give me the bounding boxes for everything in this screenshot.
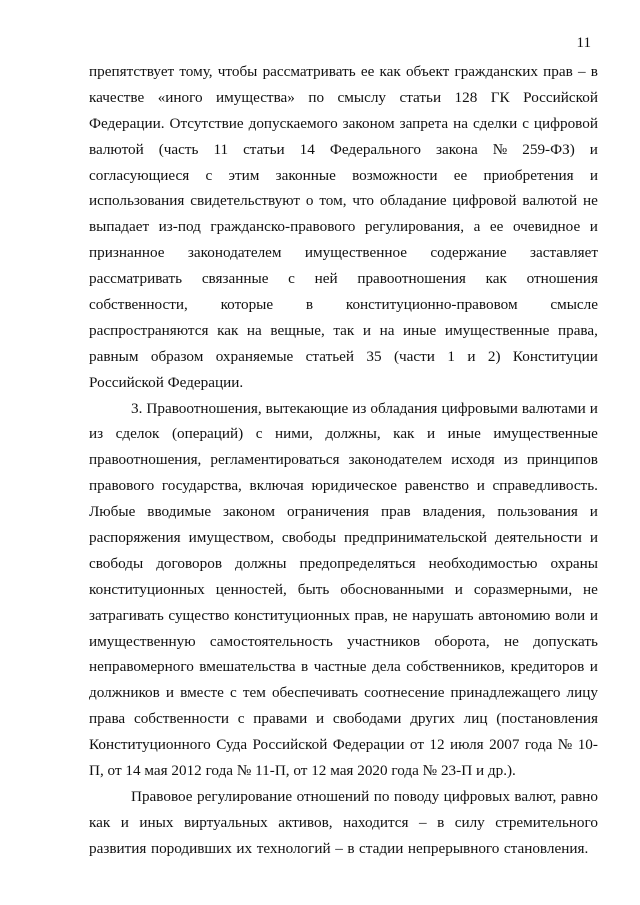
word: вытекающие: [265, 399, 349, 417]
text-line: [89, 810, 598, 836]
word: июля: [449, 736, 484, 754]
word: признанное: [89, 244, 165, 262]
word: так: [333, 321, 355, 339]
word: 12: [429, 736, 445, 754]
word: имущества»: [216, 88, 295, 106]
word: и: [589, 503, 598, 521]
word: регламентироваться: [210, 451, 340, 469]
word: развития: [89, 839, 147, 857]
text-line: [89, 163, 598, 189]
word: и: [454, 580, 463, 598]
word: согласующиеся: [89, 166, 190, 184]
word: равенство: [404, 477, 470, 495]
word: и: [589, 166, 598, 184]
word: с: [230, 684, 237, 702]
word: стремительного: [495, 813, 598, 831]
word: цифровых: [443, 787, 510, 805]
text-line: [89, 137, 598, 163]
word: стадии: [359, 839, 404, 857]
word: должны,: [325, 425, 381, 443]
word: и: [120, 813, 129, 831]
word: Отсутствие: [169, 114, 244, 132]
word: Федерального: [329, 140, 421, 158]
word: на: [379, 321, 395, 339]
word: вводимые: [147, 503, 212, 521]
word: правами: [253, 710, 308, 728]
word: имущественную: [89, 632, 196, 650]
word: гражданско-правового: [210, 218, 356, 236]
word: от: [409, 736, 424, 754]
text-line: [89, 758, 598, 784]
text-line: [89, 370, 598, 396]
word: рассматривать: [262, 63, 356, 80]
word: охраны: [550, 554, 598, 572]
text-line: [89, 292, 598, 318]
word: свободами: [332, 710, 402, 728]
word: затрагивать: [89, 606, 164, 624]
word: 10-: [577, 736, 598, 754]
word: ее: [489, 218, 504, 236]
word: имуществом,: [188, 529, 274, 547]
word: с: [288, 270, 295, 288]
word: с: [205, 166, 213, 184]
word: а: [473, 218, 481, 236]
word: конституционных: [89, 580, 205, 598]
word: рассматривать: [89, 270, 183, 288]
word: собственников,: [406, 658, 506, 676]
word: тем: [242, 684, 266, 702]
word: закона: [435, 140, 478, 158]
text-line: [89, 654, 598, 680]
word: предпринимательской: [344, 529, 487, 547]
text-line: [89, 85, 598, 111]
word: силу: [454, 813, 485, 831]
text-line: [89, 784, 598, 810]
word: №: [492, 140, 508, 158]
word: в: [301, 658, 309, 676]
word: (части: [393, 347, 435, 365]
word: вещные,: [270, 321, 325, 339]
text-line: [89, 396, 598, 422]
word: активов,: [278, 813, 333, 831]
word: гражданских: [454, 63, 538, 80]
word: обладания: [370, 399, 438, 417]
word: имущественные: [444, 321, 550, 339]
word: конституционно-правовом: [345, 296, 518, 314]
word: исходя: [451, 451, 495, 469]
word: как: [379, 63, 401, 80]
paragraph: [89, 784, 598, 862]
word: 3.: [131, 399, 143, 417]
word: смысле: [550, 296, 598, 314]
word: не: [503, 632, 519, 650]
word: пользования: [497, 503, 578, 521]
word: породивших: [150, 839, 232, 857]
word: лиц: [463, 710, 488, 728]
word: статьи: [399, 88, 442, 106]
word: по: [308, 88, 325, 106]
word: юридическое: [311, 477, 398, 495]
word: правоотношения,: [89, 451, 202, 469]
word: препятствует: [89, 63, 175, 80]
word: Российской: [523, 88, 598, 106]
word: имущественные: [493, 425, 598, 443]
word: по: [373, 787, 390, 805]
word: кредиторов: [510, 658, 585, 676]
word: Российской Федерации.: [89, 373, 244, 391]
word: (часть: [158, 140, 199, 158]
word: нарушать: [412, 606, 474, 624]
text-line: [89, 629, 598, 655]
word: 14: [299, 140, 315, 158]
word: «иного: [157, 88, 203, 106]
word: законные: [275, 166, 336, 184]
word: регулирования,: [364, 218, 465, 236]
word: –: [335, 839, 343, 857]
word: этим: [228, 166, 260, 184]
text-line: [89, 240, 598, 266]
word: Правоотношения,: [146, 399, 262, 417]
word: прав,: [354, 606, 388, 624]
word: как: [393, 425, 415, 443]
word: вмешательства: [199, 658, 296, 676]
word: и: [165, 684, 175, 702]
word: непрерывного: [407, 839, 500, 857]
word: отношения: [526, 270, 598, 288]
word: ними,: [275, 425, 313, 443]
word: не: [583, 192, 598, 210]
word: предопределяться: [299, 554, 416, 572]
word: допускаемого: [248, 114, 338, 132]
word: соотнесение: [364, 684, 445, 702]
word: автономию: [478, 606, 551, 624]
text-line: [89, 525, 598, 551]
word: необходимостью: [428, 554, 538, 572]
word: технологий: [256, 839, 331, 857]
word: цифровыми: [441, 399, 518, 417]
word: как: [485, 270, 507, 288]
word: дела: [372, 658, 401, 676]
word: и: [315, 710, 325, 728]
word: договоров: [156, 554, 222, 572]
word: владения,: [422, 503, 486, 521]
word: как: [217, 321, 239, 339]
word: деятельности: [494, 529, 582, 547]
word: права: [89, 710, 126, 728]
word: 128: [454, 88, 478, 106]
word: –: [577, 63, 586, 80]
word: Федерации.: [89, 114, 165, 132]
word: прав: [543, 63, 573, 80]
word: включая: [249, 477, 304, 495]
word: Суда: [216, 736, 248, 754]
word: быть: [297, 580, 330, 598]
word: в: [437, 813, 445, 831]
word: собственности: [133, 710, 229, 728]
word: из: [89, 425, 104, 443]
word: года: [524, 736, 553, 754]
text-line: [89, 214, 598, 240]
word: сделки: [472, 114, 518, 132]
word: государства,: [161, 477, 242, 495]
word: равно: [560, 787, 598, 805]
word: объект: [405, 63, 450, 80]
word: справедливость.: [492, 477, 598, 495]
word: принципов: [526, 451, 598, 469]
text-line: [89, 836, 598, 862]
word: статьей: [305, 347, 355, 365]
word: из-под: [158, 218, 201, 236]
word: и: [589, 140, 598, 158]
word: очевидное: [512, 218, 581, 236]
word: содержание: [430, 244, 507, 262]
word: что: [352, 192, 375, 210]
word: статьи: [243, 140, 285, 158]
word: охраняемые: [215, 347, 294, 365]
word: права,: [557, 321, 598, 339]
word: не: [392, 606, 408, 624]
word: валютами: [521, 399, 586, 417]
word: свободы: [89, 554, 144, 572]
text-line: [89, 266, 598, 292]
word: законом: [342, 114, 395, 132]
word: валютой: [522, 192, 578, 210]
word: №: [557, 736, 573, 754]
page-number: 11: [576, 35, 591, 51]
word: лицу: [566, 684, 598, 702]
word: неправомерного: [89, 658, 194, 676]
word: из: [352, 399, 367, 417]
word: возможности: [352, 166, 438, 184]
paragraph: [89, 396, 598, 784]
word: равным: [89, 347, 139, 365]
word: том,: [319, 192, 347, 210]
word: воли: [555, 606, 586, 624]
word: ее: [360, 63, 375, 80]
word: отношений: [296, 787, 370, 805]
word: собственности,: [89, 296, 188, 314]
word: и: [476, 477, 485, 495]
text-line: [89, 447, 598, 473]
word: имущественное: [304, 244, 408, 262]
word: в: [347, 839, 355, 857]
word: 11: [213, 140, 229, 158]
word: других: [410, 710, 455, 728]
word: ценностей,: [215, 580, 287, 598]
word: ней: [314, 270, 338, 288]
word: должников: [89, 684, 160, 702]
text-line: [89, 473, 598, 499]
word: использования: [89, 192, 185, 210]
text-line: [89, 706, 598, 732]
word: и: [589, 658, 598, 676]
text-line: [89, 344, 598, 370]
word: Любые: [89, 503, 136, 521]
word: 2007: [489, 736, 520, 754]
word: которые: [220, 296, 274, 314]
word: иные: [403, 321, 437, 339]
word: смыслу: [337, 88, 387, 106]
word: самостоятельность: [209, 632, 333, 650]
text-line: [89, 59, 598, 85]
word: Российской: [252, 736, 328, 754]
paragraph: [89, 59, 598, 396]
word: и: [426, 425, 436, 443]
word: правоотношения: [357, 270, 466, 288]
text-line: [89, 318, 598, 344]
word: цифровой: [533, 114, 598, 132]
word: (постановления: [496, 710, 598, 728]
word: частные: [313, 658, 367, 676]
word: соразмерными,: [473, 580, 573, 598]
word: распространяются: [89, 321, 209, 339]
word: ограничения: [286, 503, 370, 521]
word: существо: [168, 606, 230, 624]
word: как: [89, 813, 111, 831]
word: 35: [366, 347, 382, 365]
word: участников: [347, 632, 421, 650]
word: приобретения: [483, 166, 574, 184]
word: и: [362, 321, 372, 339]
word: качестве: [89, 88, 145, 106]
word: и: [589, 399, 598, 417]
word: обоснованными: [340, 580, 444, 598]
word: с: [237, 710, 245, 728]
word: законом: [223, 503, 276, 521]
word: и: [589, 606, 598, 624]
word: обладание: [379, 192, 447, 210]
word: П, от 14 мая 2012 года № 11-П, от 12 мая 2020 года № 23-П и др.).: [89, 762, 516, 780]
text-line: [89, 188, 598, 214]
text-line: [89, 732, 598, 758]
text-line: [89, 680, 598, 706]
word: на: [246, 321, 262, 339]
word: 259-ФЗ): [522, 140, 575, 158]
word: ГК: [490, 88, 510, 106]
word: тому,: [179, 63, 213, 80]
word: с: [522, 114, 529, 132]
word: Конституционного: [89, 736, 211, 754]
text-line: [89, 111, 598, 137]
word: допускать: [533, 632, 598, 650]
word: ее: [453, 166, 468, 184]
word: связанные: [201, 270, 269, 288]
document-body: [89, 59, 598, 862]
word: заставляет: [530, 244, 598, 262]
word: о: [305, 192, 314, 210]
word: валют,: [514, 787, 557, 805]
text-line: [89, 577, 598, 603]
word: обеспечивать: [271, 684, 359, 702]
word: –: [419, 813, 427, 831]
word: становления.: [503, 839, 589, 857]
word: и: [467, 347, 476, 365]
word: Конституции: [512, 347, 598, 365]
word: свидетельствуют: [190, 192, 301, 210]
word: образом: [150, 347, 204, 365]
word: законодателем: [187, 244, 282, 262]
word: запрета: [399, 114, 449, 132]
word: с: [255, 425, 263, 443]
word: чтобы: [217, 63, 258, 80]
text-line: [89, 499, 598, 525]
word: вместе: [180, 684, 224, 702]
word: Правовое: [131, 787, 193, 805]
word: принадлежащего: [450, 684, 561, 702]
word: и: [589, 529, 598, 547]
word: правового: [89, 477, 155, 495]
word: в: [590, 63, 598, 80]
word: из: [503, 451, 518, 469]
word: в: [305, 296, 314, 314]
word: свободы: [281, 529, 337, 547]
word: иные: [447, 425, 481, 443]
word: их: [236, 839, 253, 857]
word: на: [453, 114, 468, 132]
text-line: [89, 551, 598, 577]
word: виртуальных: [183, 813, 268, 831]
word: оборота,: [434, 632, 490, 650]
text-line: [89, 603, 598, 629]
word: регулирование: [197, 787, 293, 805]
word: иных: [139, 813, 174, 831]
word: цифровой: [452, 192, 517, 210]
word: 2): [487, 347, 501, 365]
word: поводу: [393, 787, 440, 805]
word: находится: [343, 813, 409, 831]
word: должны: [234, 554, 287, 572]
word: сделок: [115, 425, 160, 443]
word: выпадает: [89, 218, 150, 236]
word: Федерации: [332, 736, 405, 754]
word: прав: [380, 503, 411, 521]
text-line: [89, 421, 598, 447]
word: законодателем: [348, 451, 443, 469]
word: и: [589, 218, 598, 236]
word: (операций): [171, 425, 244, 443]
word: валютой: [89, 140, 144, 158]
word: не: [583, 580, 598, 598]
word: распоряжения: [89, 529, 181, 547]
word: 1: [447, 347, 455, 365]
word: конституционных: [234, 606, 350, 624]
